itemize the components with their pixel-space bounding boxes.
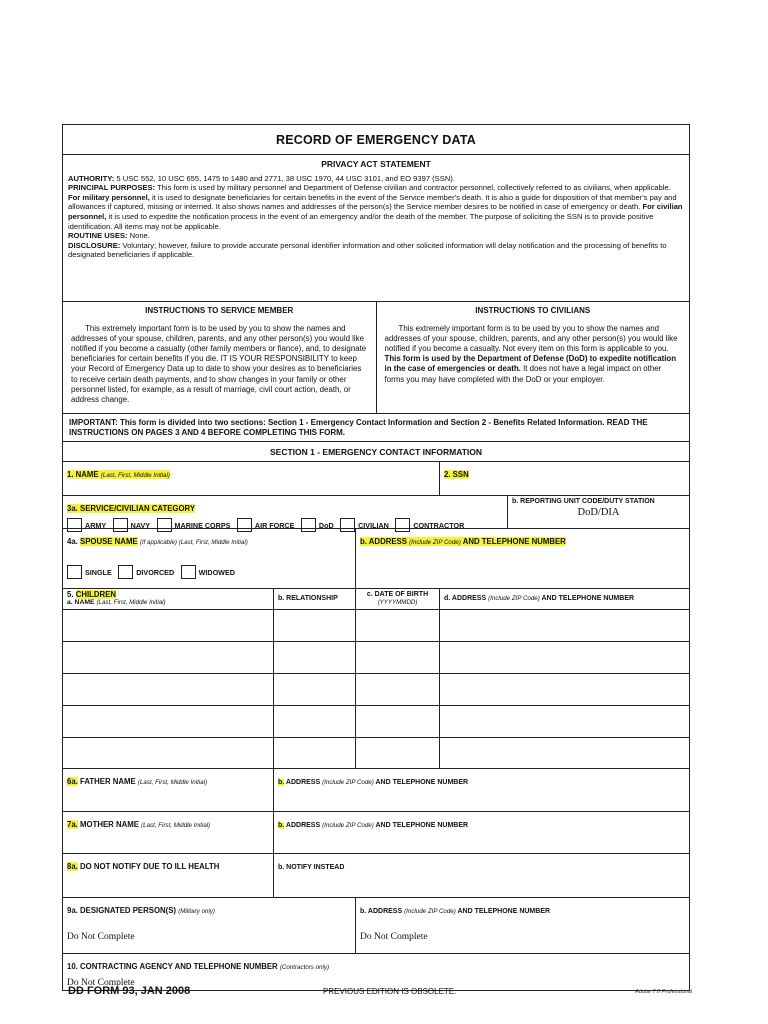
- checkbox-dod[interactable]: DoD: [301, 518, 334, 532]
- reporting-unit-label: b. REPORTING UNIT CODE/DUTY STATION: [512, 498, 655, 505]
- name-field[interactable]: 1. NAME (Last, First, Middle Initial): [67, 470, 170, 479]
- contracting-agency-value: Do Not Complete: [67, 978, 135, 988]
- children-relationship-header: b. RELATIONSHIP: [278, 595, 338, 602]
- children-entry-row-5[interactable]: [63, 738, 689, 769]
- category-label: 3a. SERVICE/CIVILIAN CATEGORY: [67, 504, 196, 513]
- civilian-instructions: [376, 302, 690, 413]
- checkbox-army[interactable]: ARMY: [67, 518, 106, 532]
- marital-options: [67, 565, 237, 584]
- children-dob-header: c. DATE OF BIRTH (YYYYMMDD): [366, 591, 429, 606]
- checkbox-widowed[interactable]: WIDOWED: [181, 565, 235, 579]
- category-row: [63, 496, 689, 529]
- routine-uses-line: ROUTINE USES: None.: [68, 231, 150, 241]
- checkbox-navy[interactable]: NAVY: [113, 518, 150, 532]
- emergency-data-form: [62, 124, 690, 991]
- children-entry-row-4[interactable]: [63, 706, 689, 737]
- notify-row: [63, 854, 689, 898]
- service-instructions-heading: INSTRUCTIONS TO SERVICE MEMBER: [145, 306, 294, 315]
- spouse-row: [63, 529, 689, 589]
- ssn-field[interactable]: 2. SSN: [444, 470, 469, 479]
- father-row: [63, 769, 689, 812]
- children-name-header: 5. CHILDREN a. NAME (Last, First, Middle Initial): [67, 590, 166, 606]
- do-not-notify-field[interactable]: 8a. DO NOT NOTIFY DUE TO ILL HEALTH: [67, 862, 220, 871]
- checkbox-single[interactable]: SINGLE: [67, 565, 112, 579]
- checkbox-divorced[interactable]: DIVORCED: [118, 565, 174, 579]
- designated-address-field[interactable]: b. ADDRESS (Include ZIP Code) AND TELEPHONE NUMBER Do Not Complete: [356, 898, 689, 953]
- section-1-heading: SECTION 1 - EMERGENCY CONTACT INFORMATION: [63, 442, 689, 462]
- mother-row: [63, 812, 689, 854]
- reporting-unit-field[interactable]: [508, 496, 689, 528]
- edition-note: PREVIOUS EDITION IS OBSOLETE.: [323, 987, 457, 996]
- children-entry-row-1[interactable]: [63, 610, 689, 641]
- civilian-instructions-heading: INSTRUCTIONS TO CIVILIANS: [475, 306, 591, 315]
- name-ssn-row: [63, 462, 689, 496]
- children-entry-row-3[interactable]: [63, 674, 689, 705]
- checkbox-contractor[interactable]: CONTRACTOR: [395, 518, 464, 532]
- service-member-instructions: [63, 302, 376, 413]
- disclosure-line: DISCLOSURE: Voluntary; however, failure to provide accurate personal identifier information and other solicited information will delay notification and the processing of benefits to designated beneficiaries if applicable.: [68, 240, 667, 260]
- checkbox-air-force[interactable]: AIR FORCE: [237, 518, 295, 532]
- service-instructions-text: This extremely important form is to be used by you to show the names and addresses of your spouse, children, parents, and any other person(s) you would like notified if you become a casualty (other family members or fiance), and, to designate beneficiaries for certain benefits if you die. IT IS YOUR RESPONSIBILITY to keep your Record of Emergency Data up to date to show your desires as to beneficiaries to receive certain death payments, and to show changes in your family or other personnel listed, for example, as a result of marriage, civil court action, death, or address change.: [71, 324, 367, 404]
- mother-address-field[interactable]: b. ADDRESS (Include ZIP Code) AND TELEPHONE NUMBER: [278, 822, 469, 829]
- checkbox-marine-corps[interactable]: MARINE CORPS: [157, 518, 231, 532]
- checkbox-civilian[interactable]: CIVILIAN: [340, 518, 389, 532]
- contracting-agency-field[interactable]: 10. CONTRACTING AGENCY AND TELEPHONE NUMBER (Contractors only) Do Not Complete: [63, 954, 689, 990]
- designated-address-value: Do Not Complete: [360, 932, 428, 942]
- privacy-act-statement: [63, 155, 689, 302]
- instructions-section: [63, 302, 689, 414]
- important-note: IMPORTANT: This form is divided into two sections: Section 1 - Emergency Contact Information and Section 2 - Benefits Related Information. READ THE INSTRUCTIONS ON PAGES 3 AND 4 BEFORE COMPLETING THIS FORM.: [63, 414, 689, 442]
- notify-instead-field[interactable]: b. NOTIFY INSTEAD: [278, 864, 345, 871]
- designated-person-value: Do Not Complete: [67, 932, 135, 942]
- producer-note: Adobe 7.0 Professional: [635, 989, 692, 995]
- children-address-header: d. ADDRESS (Include ZIP Code) AND TELEPHONE NUMBER: [444, 595, 635, 602]
- father-address-field[interactable]: b. ADDRESS (Include ZIP Code) AND TELEPHONE NUMBER: [278, 779, 469, 786]
- purposes-line: PRINCIPAL PURPOSES: This form is used by military personnel and Department of Defense civilian and contractor personnel, collectively referred to as civilians, when applicable. For military personnel, it is used to designate beneficiaries for certain benefits in the event of the Service member's death. It is also a guide for disposition of that member's pay and allowances if captured, missing or interned. It also shows names and addresses of the person(s) the Service member desires to be notified in case of emergency or death. For civilian personnel, it is used to expedite the notification process in the event of an emergency and/or the death of the member. The purpose of soliciting the SSN is to provide positive identification. All items may not be applicable.: [68, 183, 683, 231]
- children-entry-row-2[interactable]: [63, 642, 689, 673]
- privacy-heading: PRIVACY ACT STATEMENT: [321, 159, 431, 169]
- children-table: [63, 589, 689, 769]
- reporting-unit-value: DoD/DIA: [577, 507, 620, 518]
- father-name-field[interactable]: 6a. FATHER NAME (Last, First, Middle Initial): [67, 777, 208, 786]
- mother-name-field[interactable]: 7a. MOTHER NAME (Last, First, Middle Initial): [67, 820, 211, 829]
- authority-line: AUTHORITY: 5 USC 552, 10 USC 655, 1475 to 1480 and 2771, 38 USC 1970, 44 USC 3101, and EO 9397 (SSN).: [68, 173, 455, 183]
- form-title: RECORD OF EMERGENCY DATA: [63, 125, 689, 155]
- form-footer: [68, 985, 692, 999]
- designated-person-field[interactable]: 9a. DESIGNATED PERSON(S) (Military only) Do Not Complete: [63, 898, 355, 953]
- civilian-instructions-text: This extremely important form is to be used by you to show the names and addresses of your spouse, children, parents, and any other person(s) you would like notified if you become a casualty. Not every item on this form is applicable to you. This form is used by the Department of Defense (DoD) to expedite notification in the case of emergencies or death. It does not have a legal impact on other forms you may have completed with the DoD or your employer.: [384, 324, 678, 384]
- spouse-address-field[interactable]: b. ADDRESS (Include ZIP Code) AND TELEPHONE NUMBER: [360, 537, 566, 546]
- designated-person-row: [63, 898, 689, 954]
- spouse-name-field[interactable]: 4a. SPOUSE NAME (If applicable) (Last, First, Middle Initial) SINGLE DIVORCED WIDOWED: [63, 529, 355, 588]
- form-id: DD FORM 93, JAN 2008: [68, 985, 191, 997]
